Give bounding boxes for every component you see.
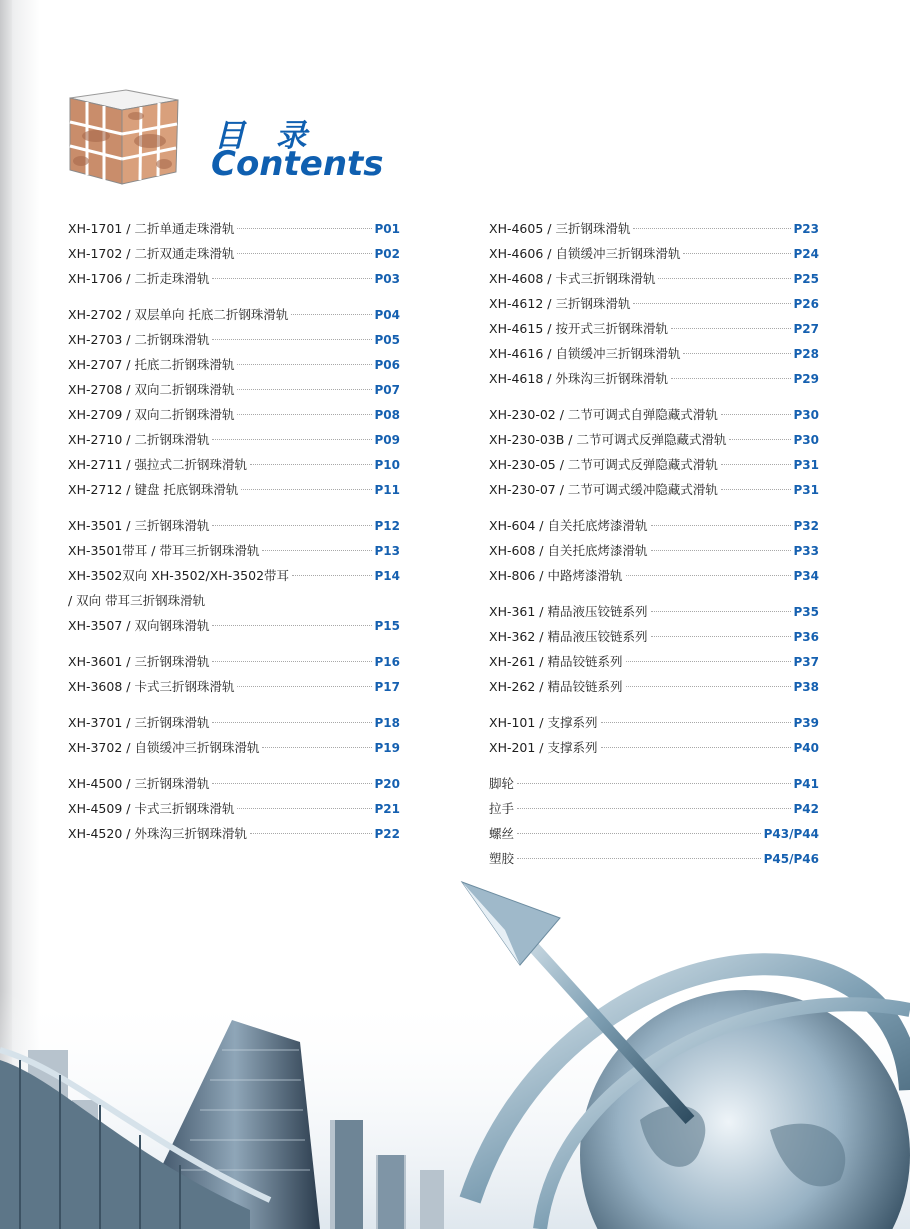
- toc-entry-label: XH-1706 / 二折走珠滑轨: [68, 271, 210, 286]
- toc-entry[interactable]: [68, 796, 400, 821]
- toc-entry[interactable]: [68, 302, 400, 327]
- toc-entry[interactable]: [68, 402, 400, 427]
- dotted-leader: [729, 439, 790, 440]
- toc-entry-label: XH-4618 / 外珠沟三折钢珠滑轨: [489, 371, 668, 386]
- dotted-leader: [212, 783, 371, 784]
- toc-entry-label: XH-3502双向 XH-3502/XH-3502带耳: [68, 568, 290, 583]
- toc-entry-label: XH-230-02 / 二节可调式自弹隐藏式滑轨: [489, 407, 718, 422]
- dotted-leader: [237, 364, 371, 365]
- toc-entry-page[interactable]: P21: [374, 802, 400, 816]
- toc-entry-label: XH-2708 / 双向二折钢珠滑轨: [68, 382, 235, 397]
- toc-entry[interactable]: [68, 452, 400, 477]
- dotted-leader: [237, 228, 371, 229]
- dotted-leader: [683, 253, 790, 254]
- dotted-leader: [212, 339, 371, 340]
- toc-entry-label: XH-4509 / 卡式三折钢珠滑轨: [68, 801, 235, 816]
- toc-entry-page[interactable]: P16: [374, 655, 400, 669]
- title-english: Contents: [211, 144, 384, 184]
- dotted-leader: [212, 439, 371, 440]
- toc-entry-page[interactable]: P18: [374, 716, 400, 730]
- toc-entry[interactable]: [68, 377, 400, 402]
- toc-entry-page[interactable]: P40: [793, 741, 819, 755]
- toc-group: [68, 302, 400, 502]
- toc-entry-page[interactable]: P24: [793, 247, 819, 261]
- toc-entry-label: 脚轮: [489, 776, 515, 791]
- toc-entry-label: XH-101 / 支撑系列: [489, 715, 598, 730]
- toc-entry-label: XH-4520 / 外珠沟三折钢珠滑轨: [68, 826, 247, 841]
- toc-entry[interactable]: [68, 352, 400, 377]
- toc-entry[interactable]: [489, 291, 819, 316]
- toc-entry[interactable]: [489, 624, 819, 649]
- toc-entry[interactable]: [489, 341, 819, 366]
- dotted-leader: [212, 278, 371, 279]
- dotted-leader: [633, 303, 790, 304]
- toc-entry-page[interactable]: P26: [793, 297, 819, 311]
- toc-group: [68, 649, 400, 699]
- toc-entry[interactable]: [68, 513, 400, 538]
- toc-entry-label: XH-3501带耳 / 带耳三折钢珠滑轨: [68, 543, 260, 558]
- toc-entry-page[interactable]: P36: [793, 630, 819, 644]
- toc-group: [489, 599, 819, 699]
- dotted-leader: [262, 747, 371, 748]
- toc-entry-page[interactable]: P31: [793, 483, 819, 497]
- toc-entry[interactable]: [489, 735, 819, 760]
- toc-entry-page[interactable]: P14: [374, 569, 400, 583]
- toc-entry-page[interactable]: P28: [793, 347, 819, 361]
- toc-entry-label: XH-2710 / 二折钢珠滑轨: [68, 432, 210, 447]
- toc-entry-label: XH-2707 / 托底二折钢珠滑轨: [68, 357, 235, 372]
- toc-entry-page[interactable]: P19: [374, 741, 400, 755]
- toc-entry-page[interactable]: P10: [374, 458, 400, 472]
- toc-entry-label: XH-2709 / 双向二折钢珠滑轨: [68, 407, 235, 422]
- page-header: [66, 82, 386, 192]
- toc-entry-label: XH-361 / 精品液压铰链系列: [489, 604, 648, 619]
- dotted-leader: [626, 686, 791, 687]
- toc-entry-label: XH-3701 / 三折钢珠滑轨: [68, 715, 210, 730]
- toc-entry-label: XH-3501 / 三折钢珠滑轨: [68, 518, 210, 533]
- dotted-leader: [633, 228, 790, 229]
- toc-group: [489, 216, 819, 391]
- toc-entry[interactable]: [68, 477, 400, 502]
- toc-entry[interactable]: [68, 216, 400, 241]
- toc-entry[interactable]: [68, 735, 400, 760]
- toc-entry-label: XH-806 / 中路烤漆滑轨: [489, 568, 623, 583]
- dotted-leader: [291, 314, 371, 315]
- dotted-leader: [601, 747, 791, 748]
- toc-entry[interactable]: [489, 649, 819, 674]
- toc-entry[interactable]: [489, 477, 819, 502]
- toc-entry[interactable]: [68, 241, 400, 266]
- toc-group: [489, 402, 819, 502]
- toc-entry[interactable]: [68, 710, 400, 735]
- toc-entry-label: XH-3702 / 自锁缓冲三折钢珠滑轨: [68, 740, 260, 755]
- toc-entry-label: 拉手: [489, 801, 515, 816]
- dotted-leader: [671, 328, 791, 329]
- dotted-leader: [262, 550, 371, 551]
- toc-entry-page[interactable]: P41: [793, 777, 819, 791]
- toc-entry-page[interactable]: P08: [374, 408, 400, 422]
- toc-entry-page[interactable]: P17: [374, 680, 400, 694]
- toc-entry[interactable]: [489, 452, 819, 477]
- toc-entry-page[interactable]: P39: [793, 716, 819, 730]
- toc-entry[interactable]: [489, 846, 819, 871]
- toc-entry-label: XH-4608 / 卡式三折钢珠滑轨: [489, 271, 656, 286]
- toc-entry-page[interactable]: P05: [374, 333, 400, 347]
- toc-entry-label: XH-2712 / 键盘 托底钢珠滑轨: [68, 482, 239, 497]
- toc-entry[interactable]: [489, 821, 819, 846]
- toc-entry-page[interactable]: P30: [793, 433, 819, 447]
- title-chinese: 目 录: [214, 118, 317, 154]
- dotted-leader: [671, 378, 791, 379]
- dotted-leader: [212, 625, 371, 626]
- toc-entry[interactable]: [68, 538, 400, 563]
- dotted-leader: [651, 636, 791, 637]
- toc-entry-label: XH-604 / 自关托底烤漆滑轨: [489, 518, 648, 533]
- toc-entry[interactable]: [489, 366, 819, 391]
- toc-entry-label: XH-3507 / 双向钢珠滑轨: [68, 618, 210, 633]
- toc-entry[interactable]: [489, 771, 819, 796]
- dotted-leader: [517, 808, 790, 809]
- toc-entry-label: 螺丝: [489, 826, 515, 841]
- toc-entry[interactable]: [489, 538, 819, 563]
- toc-entry[interactable]: [489, 599, 819, 624]
- toc-entry[interactable]: [68, 649, 400, 674]
- dotted-leader: [212, 525, 371, 526]
- dotted-leader: [237, 389, 371, 390]
- toc-entry-page[interactable]: P25: [793, 272, 819, 286]
- toc-entry-label: XH-4612 / 三折钢珠滑轨: [489, 296, 631, 311]
- toc-entry-page[interactable]: P01: [374, 222, 400, 236]
- toc-entry-page[interactable]: P20: [374, 777, 400, 791]
- toc-entry-page[interactable]: P03: [374, 272, 400, 286]
- toc-entry[interactable]: [489, 241, 819, 266]
- dotted-leader: [517, 783, 790, 784]
- toc-entry-label: XH-230-05 / 二节可调式反弹隐藏式滑轨: [489, 457, 718, 472]
- dotted-leader: [721, 489, 791, 490]
- toc-group: [489, 513, 819, 588]
- toc-entry-page[interactable]: P43/P44: [763, 827, 819, 841]
- rubiks-cube-hands-image: [66, 86, 182, 186]
- dotted-leader: [241, 489, 371, 490]
- toc-entry-page[interactable]: P22: [374, 827, 400, 841]
- toc-group: [489, 710, 819, 760]
- toc-entry-page[interactable]: P30: [793, 408, 819, 422]
- toc-entry-label: XH-2703 / 二折钢珠滑轨: [68, 332, 210, 347]
- toc-entry[interactable]: [489, 674, 819, 699]
- toc-entry[interactable]: [489, 216, 819, 241]
- toc-entry[interactable]: [489, 796, 819, 821]
- toc-entry-page[interactable]: P35: [793, 605, 819, 619]
- dotted-leader: [601, 722, 791, 723]
- toc-entry-page[interactable]: P07: [374, 383, 400, 397]
- toc-entry[interactable]: [489, 513, 819, 538]
- toc-entry-page[interactable]: P34: [793, 569, 819, 583]
- toc-entry-label: XH-4616 / 自锁缓冲三折钢珠滑轨: [489, 346, 681, 361]
- toc-group: [68, 513, 400, 638]
- toc-entry-page[interactable]: P02: [374, 247, 400, 261]
- toc-entry[interactable]: [68, 266, 400, 291]
- toc-entry-page[interactable]: P09: [374, 433, 400, 447]
- dotted-leader: [658, 278, 790, 279]
- dotted-leader: [651, 525, 791, 526]
- dotted-leader: [626, 661, 791, 662]
- toc-entry-label: XH-201 / 支撑系列: [489, 740, 598, 755]
- toc-entry[interactable]: [68, 563, 400, 588]
- city-globe-illustration: [0, 870, 910, 1229]
- toc-left-column: [68, 216, 400, 857]
- dotted-leader: [517, 833, 761, 834]
- toc-entry-page[interactable]: P11: [374, 483, 400, 497]
- toc-entry-page[interactable]: P31: [793, 458, 819, 472]
- toc-entry-label: XH-4500 / 三折钢珠滑轨: [68, 776, 210, 791]
- toc-entry-page[interactable]: P06: [374, 358, 400, 372]
- toc-entry-label: XH-230-03B / 二节可调式反弹隐藏式滑轨: [489, 432, 727, 447]
- dotted-leader: [212, 661, 371, 662]
- toc-entry-label: XH-1701 / 二折单通走珠滑轨: [68, 221, 235, 236]
- dotted-leader: [212, 722, 371, 723]
- toc-entry-page[interactable]: P15: [374, 619, 400, 633]
- toc-entry-label: XH-608 / 自关托底烤漆滑轨: [489, 543, 648, 558]
- toc-entry[interactable]: [489, 402, 819, 427]
- dotted-leader: [721, 464, 791, 465]
- toc-entry-page[interactable]: P13: [374, 544, 400, 558]
- toc-entry-page[interactable]: P12: [374, 519, 400, 533]
- dotted-leader: [651, 611, 791, 612]
- toc-entry[interactable]: [489, 427, 819, 452]
- toc-entry-page[interactable]: P38: [793, 680, 819, 694]
- toc-entry[interactable]: [489, 563, 819, 588]
- toc-entry-page[interactable]: P27: [793, 322, 819, 336]
- dotted-leader: [626, 575, 791, 576]
- dotted-leader: [292, 575, 371, 576]
- toc-entry[interactable]: [68, 613, 400, 638]
- toc-entry-page[interactable]: P32: [793, 519, 819, 533]
- toc-entry[interactable]: [489, 710, 819, 735]
- toc-entry[interactable]: [68, 821, 400, 846]
- toc-entry[interactable]: [68, 674, 400, 699]
- toc-entry-label: XH-261 / 精品铰链系列: [489, 654, 623, 669]
- dotted-leader: [237, 686, 371, 687]
- toc-entry-label: XH-1702 / 二折双通走珠滑轨: [68, 246, 235, 261]
- toc-group: [68, 710, 400, 760]
- toc-entry-label: XH-4606 / 自锁缓冲三折钢珠滑轨: [489, 246, 681, 261]
- toc-entry-label: XH-262 / 精品铰链系列: [489, 679, 623, 694]
- toc-group: [489, 771, 819, 871]
- dotted-leader: [237, 808, 371, 809]
- toc-group: [68, 216, 400, 291]
- toc-right-column: [489, 216, 819, 882]
- toc-entry-label: 塑胶: [489, 851, 515, 866]
- toc-entry-label: XH-362 / 精品液压铰链系列: [489, 629, 648, 644]
- toc-entry-label: XH-2702 / 双层单向 托底二折钢珠滑轨: [68, 307, 289, 322]
- toc-entry-page[interactable]: P45/P46: [763, 852, 819, 866]
- toc-entry-page[interactable]: P23: [793, 222, 819, 236]
- toc-entry-page[interactable]: P42: [793, 802, 819, 816]
- toc-entry[interactable]: [68, 771, 400, 796]
- dotted-leader: [250, 833, 372, 834]
- dotted-leader: [237, 414, 371, 415]
- toc-entry-label: XH-4605 / 三折钢珠滑轨: [489, 221, 631, 236]
- dotted-leader: [237, 253, 371, 254]
- dotted-leader: [651, 550, 791, 551]
- dotted-leader: [250, 464, 372, 465]
- toc-entry-page[interactable]: P29: [793, 372, 819, 386]
- toc-entry-label: XH-3608 / 卡式三折钢珠滑轨: [68, 679, 235, 694]
- toc-entry-page[interactable]: P04: [374, 308, 400, 322]
- toc-entry-page[interactable]: P37: [793, 655, 819, 669]
- dotted-leader: [683, 353, 790, 354]
- dotted-leader: [721, 414, 791, 415]
- toc-entry-label: XH-3601 / 三折钢珠滑轨: [68, 654, 210, 669]
- toc-entry[interactable]: [68, 427, 400, 452]
- toc-entry[interactable]: [489, 266, 819, 291]
- dotted-leader: [517, 858, 761, 859]
- toc-entry-label: XH-4615 / 按开式三折钢珠滑轨: [489, 321, 668, 336]
- toc-entry-label-continued: / 双向 带耳三折钢珠滑轨: [68, 593, 206, 608]
- toc-entry-label: XH-2711 / 强拉式二折钢珠滑轨: [68, 457, 247, 472]
- toc-group: [68, 771, 400, 846]
- toc-entry[interactable]: [489, 316, 819, 341]
- toc-entry-label: XH-230-07 / 二节可调式缓冲隐藏式滑轨: [489, 482, 718, 497]
- toc-entry[interactable]: [68, 327, 400, 352]
- toc-entry-page[interactable]: P33: [793, 544, 819, 558]
